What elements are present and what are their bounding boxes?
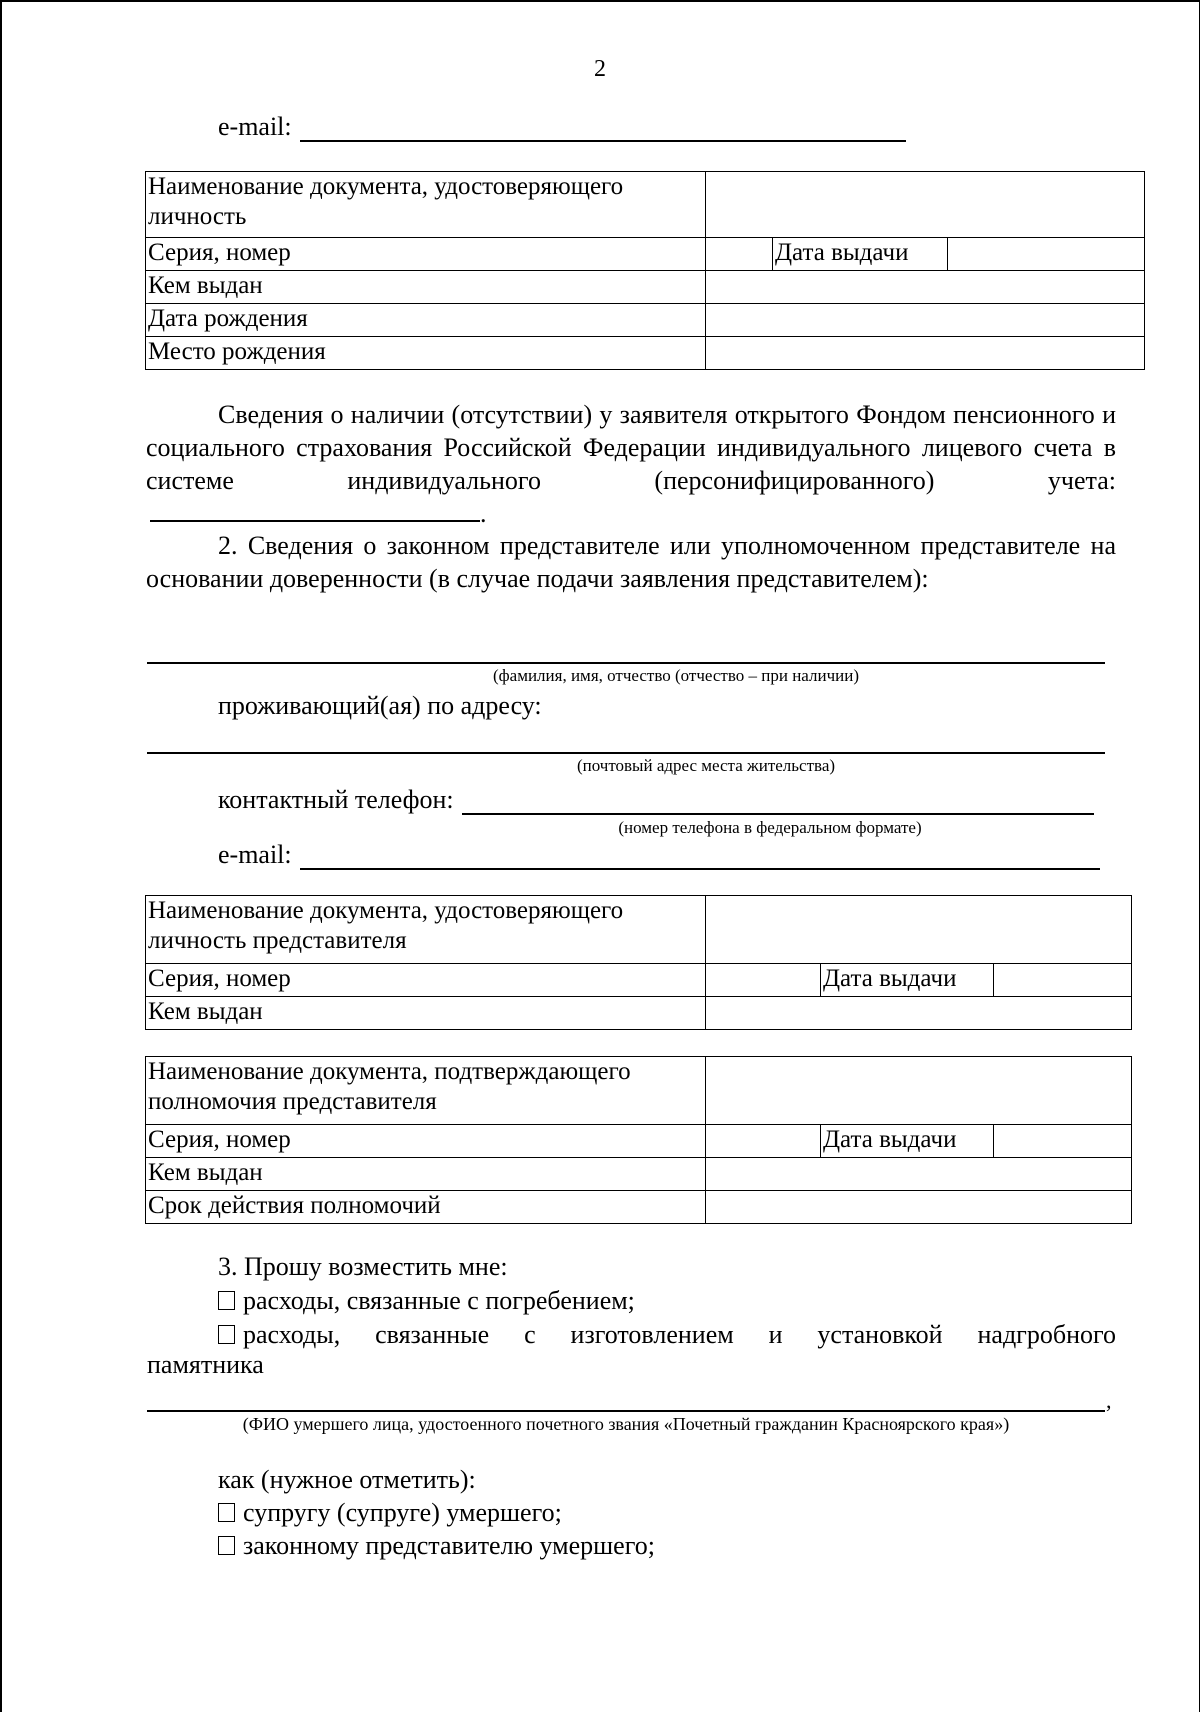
applicant-birth-date-label: Дата рождения <box>146 304 706 337</box>
applicant-issue-date-field[interactable] <box>948 238 1145 271</box>
deceased-fio-field[interactable] <box>147 1410 1105 1412</box>
representative-address-label: проживающий(ая) по адресу: <box>218 691 542 720</box>
page-left-border <box>0 0 2 1712</box>
representative-doc-name-line1: Наименование документа, удостоверяющего <box>148 897 624 924</box>
authority-issue-date-label: Дата выдачи <box>821 1125 994 1158</box>
representative-issue-date-label: Дата выдачи <box>821 964 994 997</box>
option-spouse-label: супругу (супруге) умершего; <box>243 1498 562 1527</box>
authority-doc-name-line1: Наименование документа, подтверждающего <box>148 1058 631 1085</box>
representative-phone-caption: (номер телефона в федеральном формате) <box>618 818 922 837</box>
authority-validity-field[interactable] <box>706 1191 1132 1224</box>
authority-validity-label: Срок действия полномочий <box>146 1191 706 1224</box>
option-legal-rep-label: законному представителю умершего; <box>243 1531 655 1560</box>
applicant-doc-name-label: Наименование документа, удостоверяющего личность <box>146 172 706 238</box>
representative-section-paragraph <box>146 529 1116 595</box>
option-legal-rep-checkbox[interactable] <box>218 1536 235 1555</box>
option-monument-line2: памятника <box>147 1350 264 1379</box>
authority-doc-name-line2: полномочия представителя <box>148 1088 437 1115</box>
applicant-birth-place-label: Место рождения <box>146 337 706 370</box>
request-heading: 3. Прошу возместить мне: <box>218 1252 508 1281</box>
authority-issued-by-field[interactable] <box>706 1158 1132 1191</box>
applicant-series-label: Серия, номер <box>146 238 706 271</box>
representative-section-text: 2. Сведения о законном представителе или уполномоченном представителе на основании доверенности (в случае подачи заявления представителем): <box>146 531 1116 593</box>
representative-address-field[interactable] <box>147 752 1105 754</box>
applicant-issued-by-label: Кем выдан <box>146 271 706 304</box>
representative-id-table <box>145 895 1132 1030</box>
applicant-series-field[interactable] <box>706 238 773 271</box>
authority-table <box>145 1056 1132 1224</box>
deceased-fio-caption: (ФИО умершего лица, удостоенного почетного звания «Почетный гражданин Красноярского края») <box>242 1414 1010 1434</box>
option-burial-label: расходы, связанные с погребением; <box>243 1286 635 1315</box>
option-burial-checkbox[interactable] <box>218 1291 235 1310</box>
as-label: как (нужное отметить): <box>218 1465 476 1494</box>
authority-series-field[interactable] <box>706 1125 821 1158</box>
option-monument <box>218 1318 1116 1351</box>
representative-doc-name-line2: личность представителя <box>148 927 407 954</box>
representative-email-field[interactable] <box>300 842 1100 870</box>
option-monument-checkbox[interactable] <box>218 1325 235 1344</box>
option-spouse <box>218 1498 562 1528</box>
pension-info-paragraph: Сведения о наличии (отсутствии) у заявителя открытого Фондом пенсионного и социального страхования Российской Федерации индивидуального лицевого счета в системе индивидуального (персонифицированного) учета: . <box>146 400 1116 528</box>
applicant-email-row <box>218 112 906 142</box>
authority-doc-name-label <box>146 1057 706 1125</box>
applicant-doc-name-field[interactable] <box>706 172 1145 238</box>
option-legal-rep <box>218 1531 655 1561</box>
representative-phone-field[interactable] <box>462 787 1094 815</box>
pension-account-field[interactable] <box>150 498 480 522</box>
authority-issued-by-label: Кем выдан <box>146 1158 706 1191</box>
applicant-issue-date-label: Дата выдачи <box>773 238 948 271</box>
authority-series-label: Серия, номер <box>146 1125 706 1158</box>
pension-info-text: Сведения о наличии (отсутствии) у заявителя открытого Фондом пенсионного и социального страхования Российской Федерации индивидуального лицевого счета в системе индивидуального (персонифицированного) учета: <box>146 400 1116 495</box>
applicant-birth-date-field[interactable] <box>706 304 1145 337</box>
representative-doc-name-label <box>146 896 706 964</box>
applicant-issued-by-field[interactable] <box>706 271 1145 304</box>
option-burial <box>218 1286 635 1316</box>
representative-email-row <box>218 840 1100 870</box>
representative-email-label: e-mail: <box>218 840 292 869</box>
authority-issue-date-field[interactable] <box>994 1125 1132 1158</box>
option-monument-line1: расходы, связанные с изготовлением и установкой надгробного <box>218 1318 1116 1351</box>
authority-doc-name-field[interactable] <box>706 1057 1132 1125</box>
representative-phone-label: контактный телефон: <box>218 785 454 814</box>
option-spouse-checkbox[interactable] <box>218 1503 235 1522</box>
representative-issued-by-field[interactable] <box>706 997 1132 1030</box>
representative-address-caption: (почтовый адрес места жительства) <box>576 756 836 775</box>
representative-issued-by-label: Кем выдан <box>146 997 706 1030</box>
applicant-email-label: e-mail: <box>218 112 292 141</box>
deceased-fio-comma: , <box>1106 1388 1112 1413</box>
page-top-border <box>0 0 1200 2</box>
applicant-birth-place-field[interactable] <box>706 337 1145 370</box>
applicant-id-table <box>145 171 1145 370</box>
applicant-email-field[interactable] <box>300 114 906 142</box>
representative-fio-caption: (фамилия, имя, отчество (отчество – при наличии) <box>492 666 859 685</box>
page-number: 2 <box>594 56 606 82</box>
representative-phone-row <box>218 785 1094 815</box>
representative-doc-name-field[interactable] <box>706 896 1132 964</box>
representative-series-field[interactable] <box>706 964 821 997</box>
representative-fio-field[interactable] <box>147 662 1105 664</box>
representative-issue-date-field[interactable] <box>994 964 1132 997</box>
representative-series-label: Серия, номер <box>146 964 706 997</box>
